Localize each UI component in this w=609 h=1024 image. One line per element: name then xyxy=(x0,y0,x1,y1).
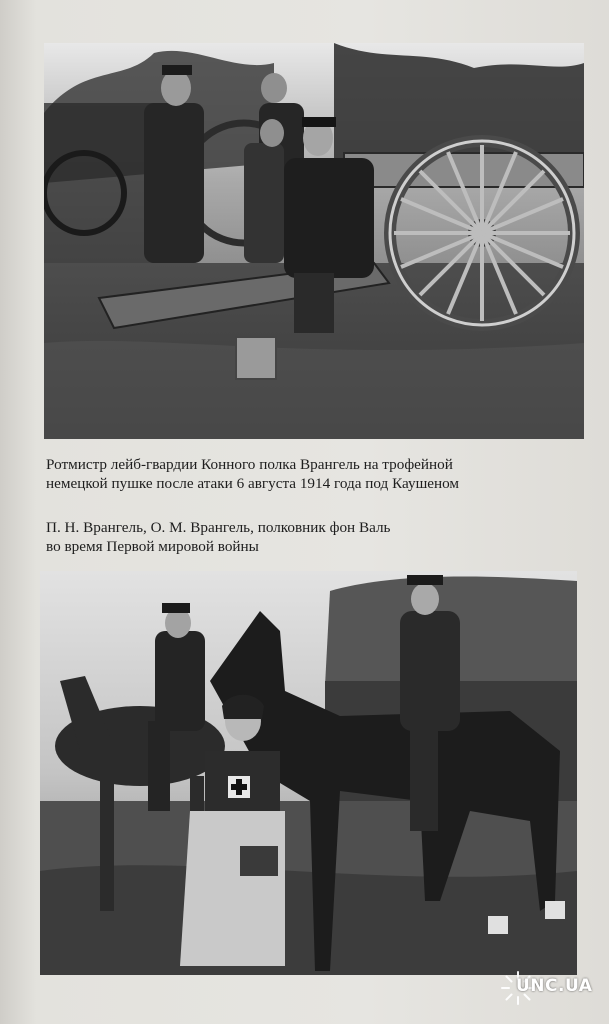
photo-cannon xyxy=(44,43,584,439)
photograph-officers-on-captured-cannon-icon xyxy=(44,43,584,439)
caption-bottom-line-2: во время Первой мировой войны xyxy=(46,538,259,555)
caption-cannon-photo xyxy=(46,455,586,493)
photo-horsemen xyxy=(40,571,577,975)
watermark-text: UNC.UA xyxy=(516,976,593,996)
watermark xyxy=(500,968,604,1008)
caption-top-line-2: немецкой пушке после атаки 6 августа 1914 года под Каушеном xyxy=(46,475,460,492)
photograph-horsemen-and-nurse-icon xyxy=(40,571,577,975)
caption-bottom-line-1: П. Н. Врангель, О. М. Врангель, полковник фон Валь xyxy=(46,519,391,536)
caption-horsemen-photo xyxy=(46,518,586,556)
caption-top-line-1: Ротмистр лейб-гвардии Конного полка Врангель на трофейной xyxy=(46,456,453,473)
